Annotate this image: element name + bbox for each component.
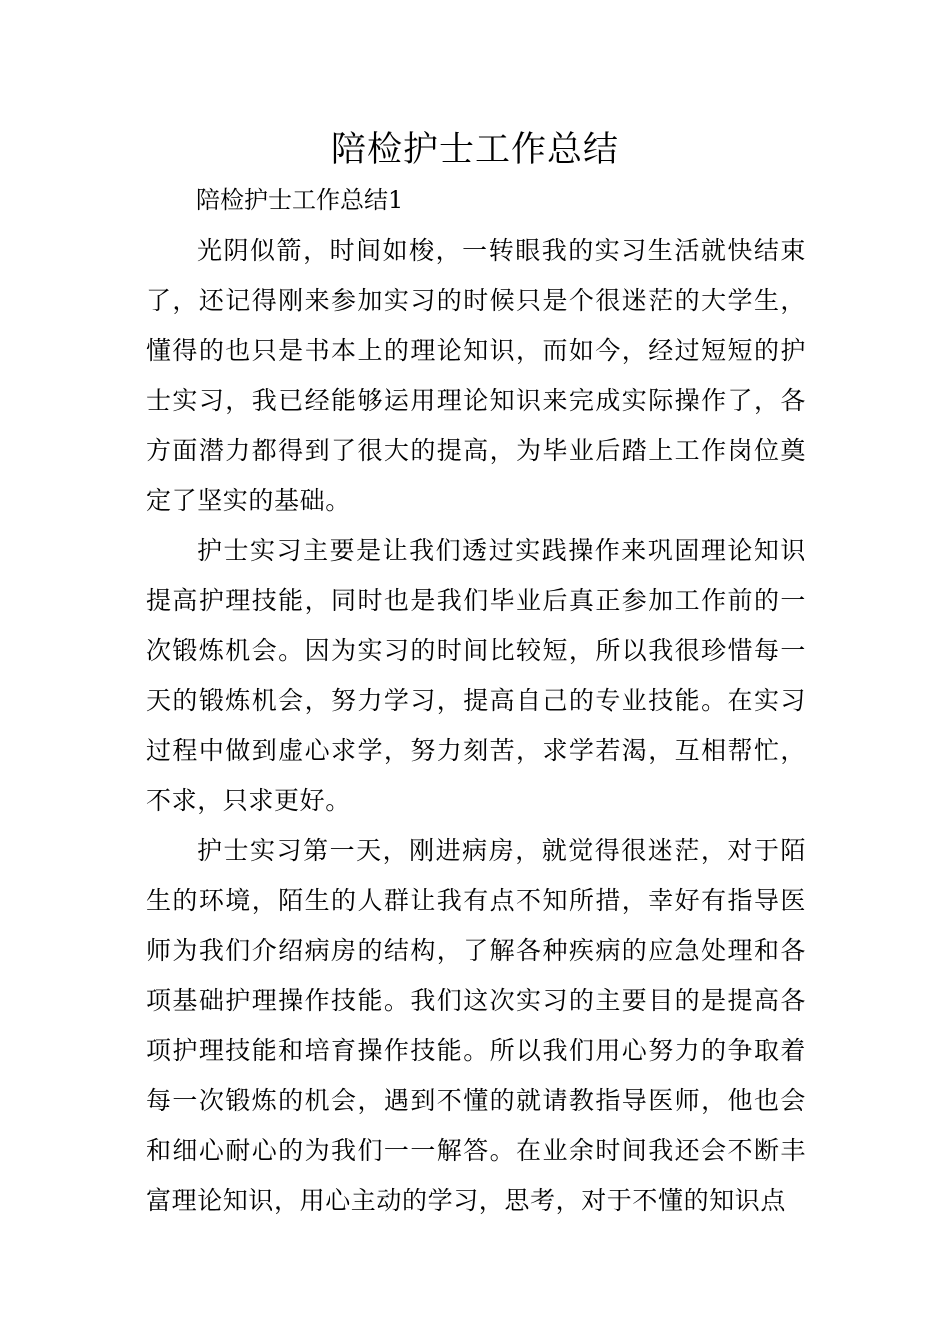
paragraph: 护士实习主要是让我们透过实践操作来巩固理论知识提高护理技能，同时也是我们毕业后真正参加工作前的一次锻炼机会。因为实习的时间比较短，所以我很珍惜每一天的锻炼机会，努力学习，提高自己的专业技能。在实习过程中做到虚心求学，努力刻苦，求学若渴，互相帮忙，不求，只求更好。 xyxy=(146,536,806,815)
section-heading: 陪检护士工作总结1 xyxy=(196,186,404,214)
paragraph: 护士实习第一天，刚进病房，就觉得很迷茫，对于陌生的环境，陌生的人群让我有点不知所措，幸好有指导医师为我们介绍病房的结构，了解各种疾病的应急处理和各项基础护理操作技能。我们这次实习的主要目的是提高各项护理技能和培育操作技能。所以我们用心努力的争取着每一次锻炼的机会，遇到不懂的就请教指导医师，他也会和细心耐心的为我们一一解答。在业余时间我还会不断丰富理论知识，用心主动的学习，思考，对于不懂的知识点 xyxy=(146,836,806,1215)
paragraph: 光阴似箭，时间如梭，一转眼我的实习生活就快结束了，还记得刚来参加实习的时候只是个很迷茫的大学生，懂得的也只是书本上的理论知识，而如今，经过短短的护士实习，我已经能够运用理论知识来完成实际操作了，各方面潜力都得到了很大的提高，为毕业后踏上工作岗位奠定了坚实的基础。 xyxy=(146,236,806,515)
document-body xyxy=(146,226,806,1226)
document-title: 陪检护士工作总结 xyxy=(330,130,619,170)
